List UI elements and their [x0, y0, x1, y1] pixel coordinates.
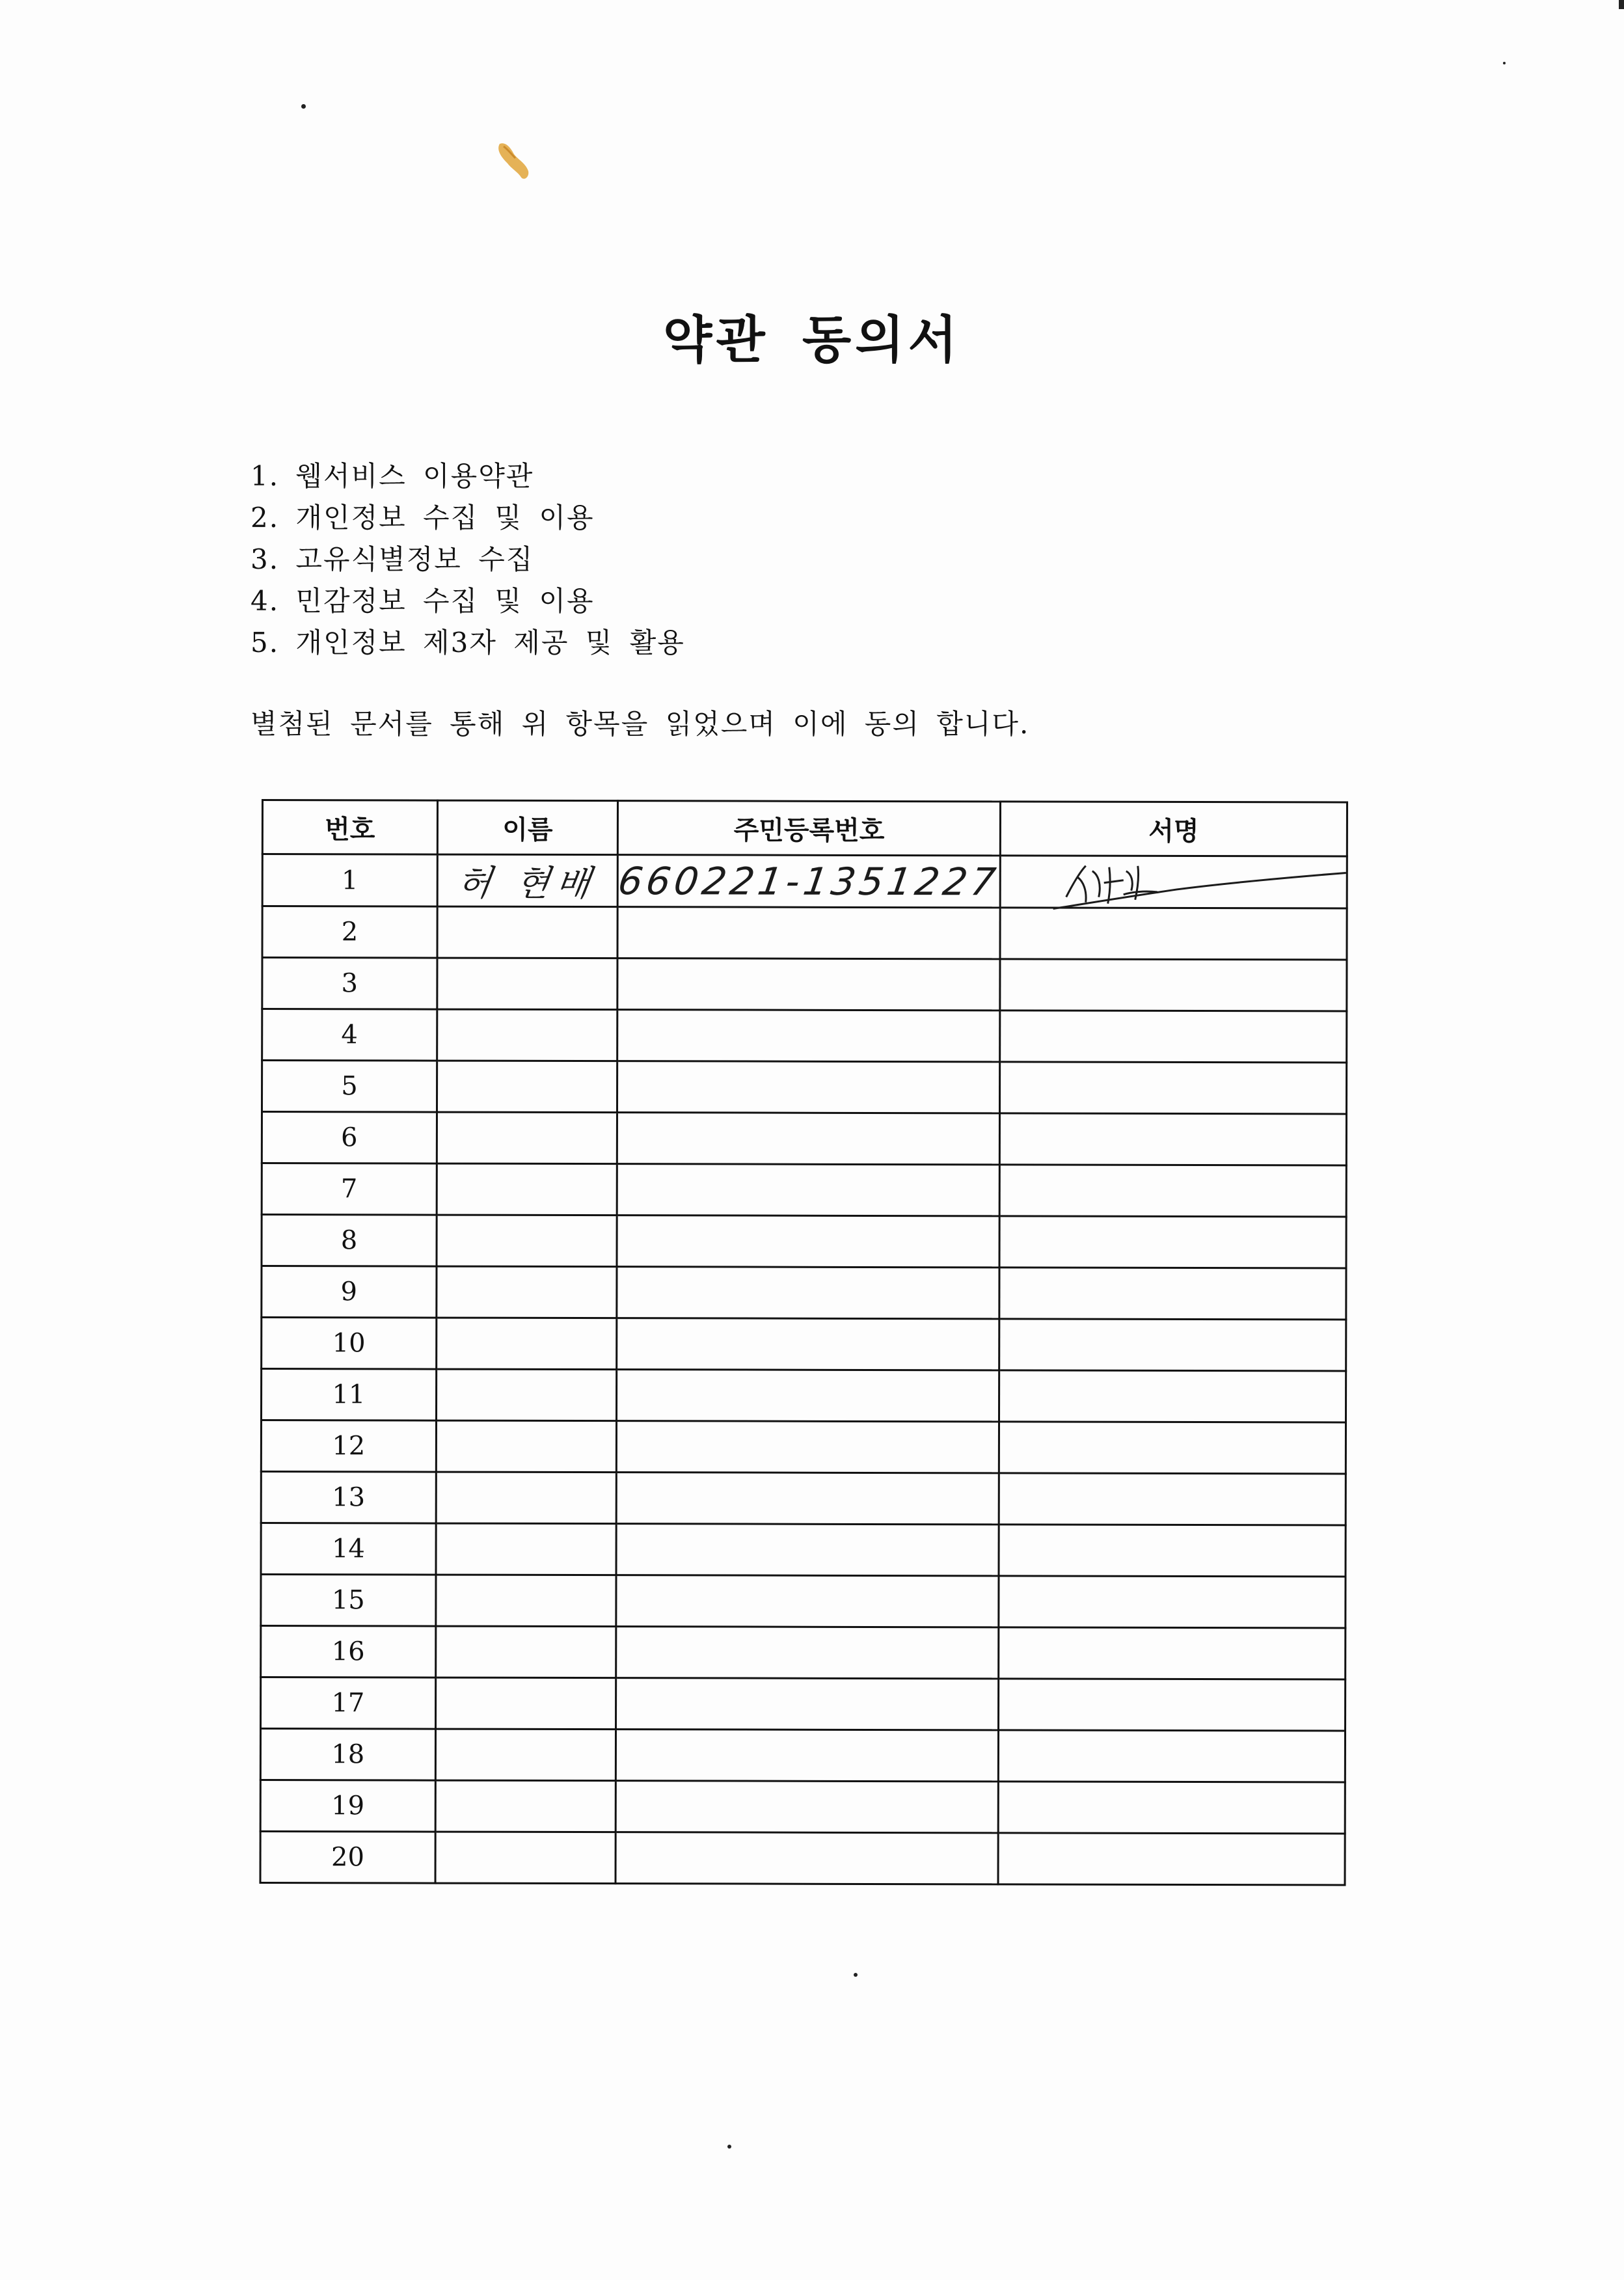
row-number: 3: [262, 958, 437, 1010]
name-cell[interactable]: [436, 1420, 617, 1472]
row-number: 7: [262, 1163, 437, 1215]
handwritten-signature: [1047, 852, 1353, 924]
resident-number-cell[interactable]: [616, 1575, 999, 1627]
resident-number-cell[interactable]: [617, 1164, 999, 1216]
name-cell[interactable]: [437, 854, 618, 907]
table-row: [262, 1318, 1346, 1371]
resident-number-cell[interactable]: [616, 1524, 999, 1576]
signature-cell[interactable]: [999, 1319, 1346, 1371]
row-number: 8: [262, 1215, 437, 1267]
name-cell[interactable]: [435, 1832, 616, 1884]
signature-cell[interactable]: [998, 1833, 1345, 1885]
scan-speck: [1503, 62, 1506, 64]
name-cell[interactable]: [435, 1780, 616, 1832]
scan-speck: [1619, 0, 1624, 9]
row-number: 20: [260, 1831, 435, 1883]
row-number: 1: [262, 854, 437, 907]
name-cell[interactable]: [435, 1729, 616, 1781]
list-item: 2. 개인정보 수집 및 이용: [250, 502, 595, 534]
signature-cell[interactable]: [1000, 1011, 1347, 1063]
table-row: [262, 1061, 1346, 1114]
signature-cell[interactable]: [999, 1576, 1346, 1628]
table-row: [260, 1831, 1345, 1884]
list-item: 5. 개인정보 제3자 제공 및 활용: [250, 627, 685, 658]
header-number: 번호: [262, 800, 437, 855]
signature-cell[interactable]: [999, 1627, 1346, 1679]
consent-statement: 별첨된 문서를 통해 위 항목을 읽었으며 이에 동의 합니다.: [250, 708, 1030, 740]
header-signature: 서명: [1000, 802, 1347, 856]
name-cell[interactable]: [436, 1523, 617, 1575]
name-cell[interactable]: [437, 958, 618, 1010]
handwritten-resident-number: 660221-1351227: [616, 858, 1003, 904]
resident-number-cell[interactable]: [617, 1215, 999, 1268]
scan-speck: [301, 104, 306, 109]
table-row: [261, 1523, 1346, 1577]
row-number: 6: [262, 1112, 437, 1164]
scan-speck: [854, 1973, 858, 1977]
signature-cell[interactable]: [998, 1730, 1345, 1782]
row-number: 11: [262, 1369, 437, 1421]
name-cell[interactable]: [437, 1009, 617, 1061]
resident-number-cell[interactable]: [616, 1832, 998, 1884]
row-number: 18: [260, 1729, 435, 1781]
signature-table: [260, 799, 1348, 1886]
list-item: 3. 고유식별정보 수집: [250, 543, 534, 575]
signature-cell[interactable]: [998, 1679, 1345, 1731]
signature-cell[interactable]: [999, 1062, 1346, 1114]
resident-number-cell[interactable]: [616, 1781, 998, 1833]
signature-cell[interactable]: [999, 1113, 1346, 1165]
name-cell[interactable]: [437, 1112, 617, 1164]
header-resident-number: 주민등록번호: [618, 801, 1001, 856]
page-title: 약관 동의서: [663, 311, 961, 370]
resident-number-cell[interactable]: [616, 1730, 999, 1782]
name-cell[interactable]: [436, 1318, 617, 1370]
table-row: [260, 1729, 1345, 1782]
signature-cell[interactable]: [1000, 856, 1347, 908]
table-row: [261, 1472, 1346, 1525]
resident-number-cell[interactable]: [617, 907, 1000, 959]
table-row: [262, 958, 1347, 1011]
row-number: 17: [261, 1677, 436, 1730]
signature-cell[interactable]: [1000, 959, 1347, 1011]
resident-number-cell[interactable]: [617, 1267, 999, 1319]
resident-number-cell[interactable]: [617, 958, 1000, 1011]
row-number: 9: [262, 1266, 437, 1318]
resident-number-cell[interactable]: [616, 855, 1003, 908]
table-row: [262, 1215, 1346, 1268]
resident-number-cell[interactable]: [616, 1678, 999, 1730]
consent-items-list: [250, 455, 685, 664]
name-cell[interactable]: [436, 1369, 617, 1421]
row-number: 12: [261, 1420, 436, 1472]
signature-cell[interactable]: [999, 1268, 1346, 1320]
table-row: [261, 1420, 1346, 1474]
table-row: [262, 1369, 1346, 1422]
row-number: 19: [260, 1780, 435, 1832]
signature-cell[interactable]: [999, 1216, 1346, 1268]
resident-number-cell[interactable]: [617, 1421, 999, 1473]
name-cell[interactable]: [437, 1163, 617, 1215]
name-cell[interactable]: [437, 1215, 617, 1267]
table-header-row: [262, 800, 1347, 856]
table-row: [261, 1677, 1346, 1731]
signature-cell[interactable]: [999, 1525, 1346, 1577]
row-number: 10: [262, 1318, 437, 1370]
signature-cell[interactable]: [999, 1165, 1346, 1217]
row-number: 2: [262, 906, 437, 958]
resident-number-cell[interactable]: [616, 1472, 999, 1525]
name-cell[interactable]: [435, 1677, 616, 1730]
list-item: 1. 웹서비스 이용약관: [250, 460, 534, 492]
table-row: [262, 1009, 1347, 1063]
resident-number-cell[interactable]: [617, 1113, 1000, 1165]
list-item: 4. 민감정보 수집 및 이용: [250, 585, 595, 617]
handwritten-name: 허 현배: [454, 862, 600, 904]
table-row: [262, 1112, 1346, 1165]
signature-cell[interactable]: [999, 1473, 1346, 1525]
stain-mark: [494, 140, 534, 185]
table-row: [261, 1575, 1346, 1628]
row-number: 13: [261, 1472, 436, 1524]
table-row: [262, 1266, 1346, 1320]
name-cell[interactable]: [437, 906, 618, 958]
signature-cell[interactable]: [999, 1422, 1346, 1474]
row-number: 4: [262, 1009, 437, 1061]
resident-number-cell[interactable]: [617, 1061, 1000, 1113]
table-row: [261, 1626, 1346, 1679]
row-number: 16: [261, 1626, 436, 1678]
signature-cell[interactable]: [998, 1782, 1345, 1834]
resident-number-cell[interactable]: [616, 1627, 999, 1679]
row-number: 15: [261, 1575, 436, 1627]
row-number: 5: [262, 1061, 437, 1113]
name-cell[interactable]: [436, 1575, 617, 1627]
table-row: [260, 1780, 1345, 1833]
name-cell[interactable]: [437, 1266, 617, 1318]
resident-number-cell[interactable]: [617, 1010, 1000, 1062]
scan-speck: [727, 2145, 731, 2149]
resident-number-cell[interactable]: [617, 1318, 999, 1370]
name-cell[interactable]: [435, 1626, 616, 1678]
header-name: 이름: [437, 800, 618, 855]
signature-cell[interactable]: [999, 1370, 1346, 1422]
row-number: 14: [261, 1523, 436, 1575]
table-row: [262, 1163, 1346, 1217]
table-row: [262, 854, 1347, 908]
name-cell[interactable]: [436, 1472, 617, 1524]
name-cell[interactable]: [437, 1061, 617, 1113]
resident-number-cell[interactable]: [617, 1370, 999, 1422]
